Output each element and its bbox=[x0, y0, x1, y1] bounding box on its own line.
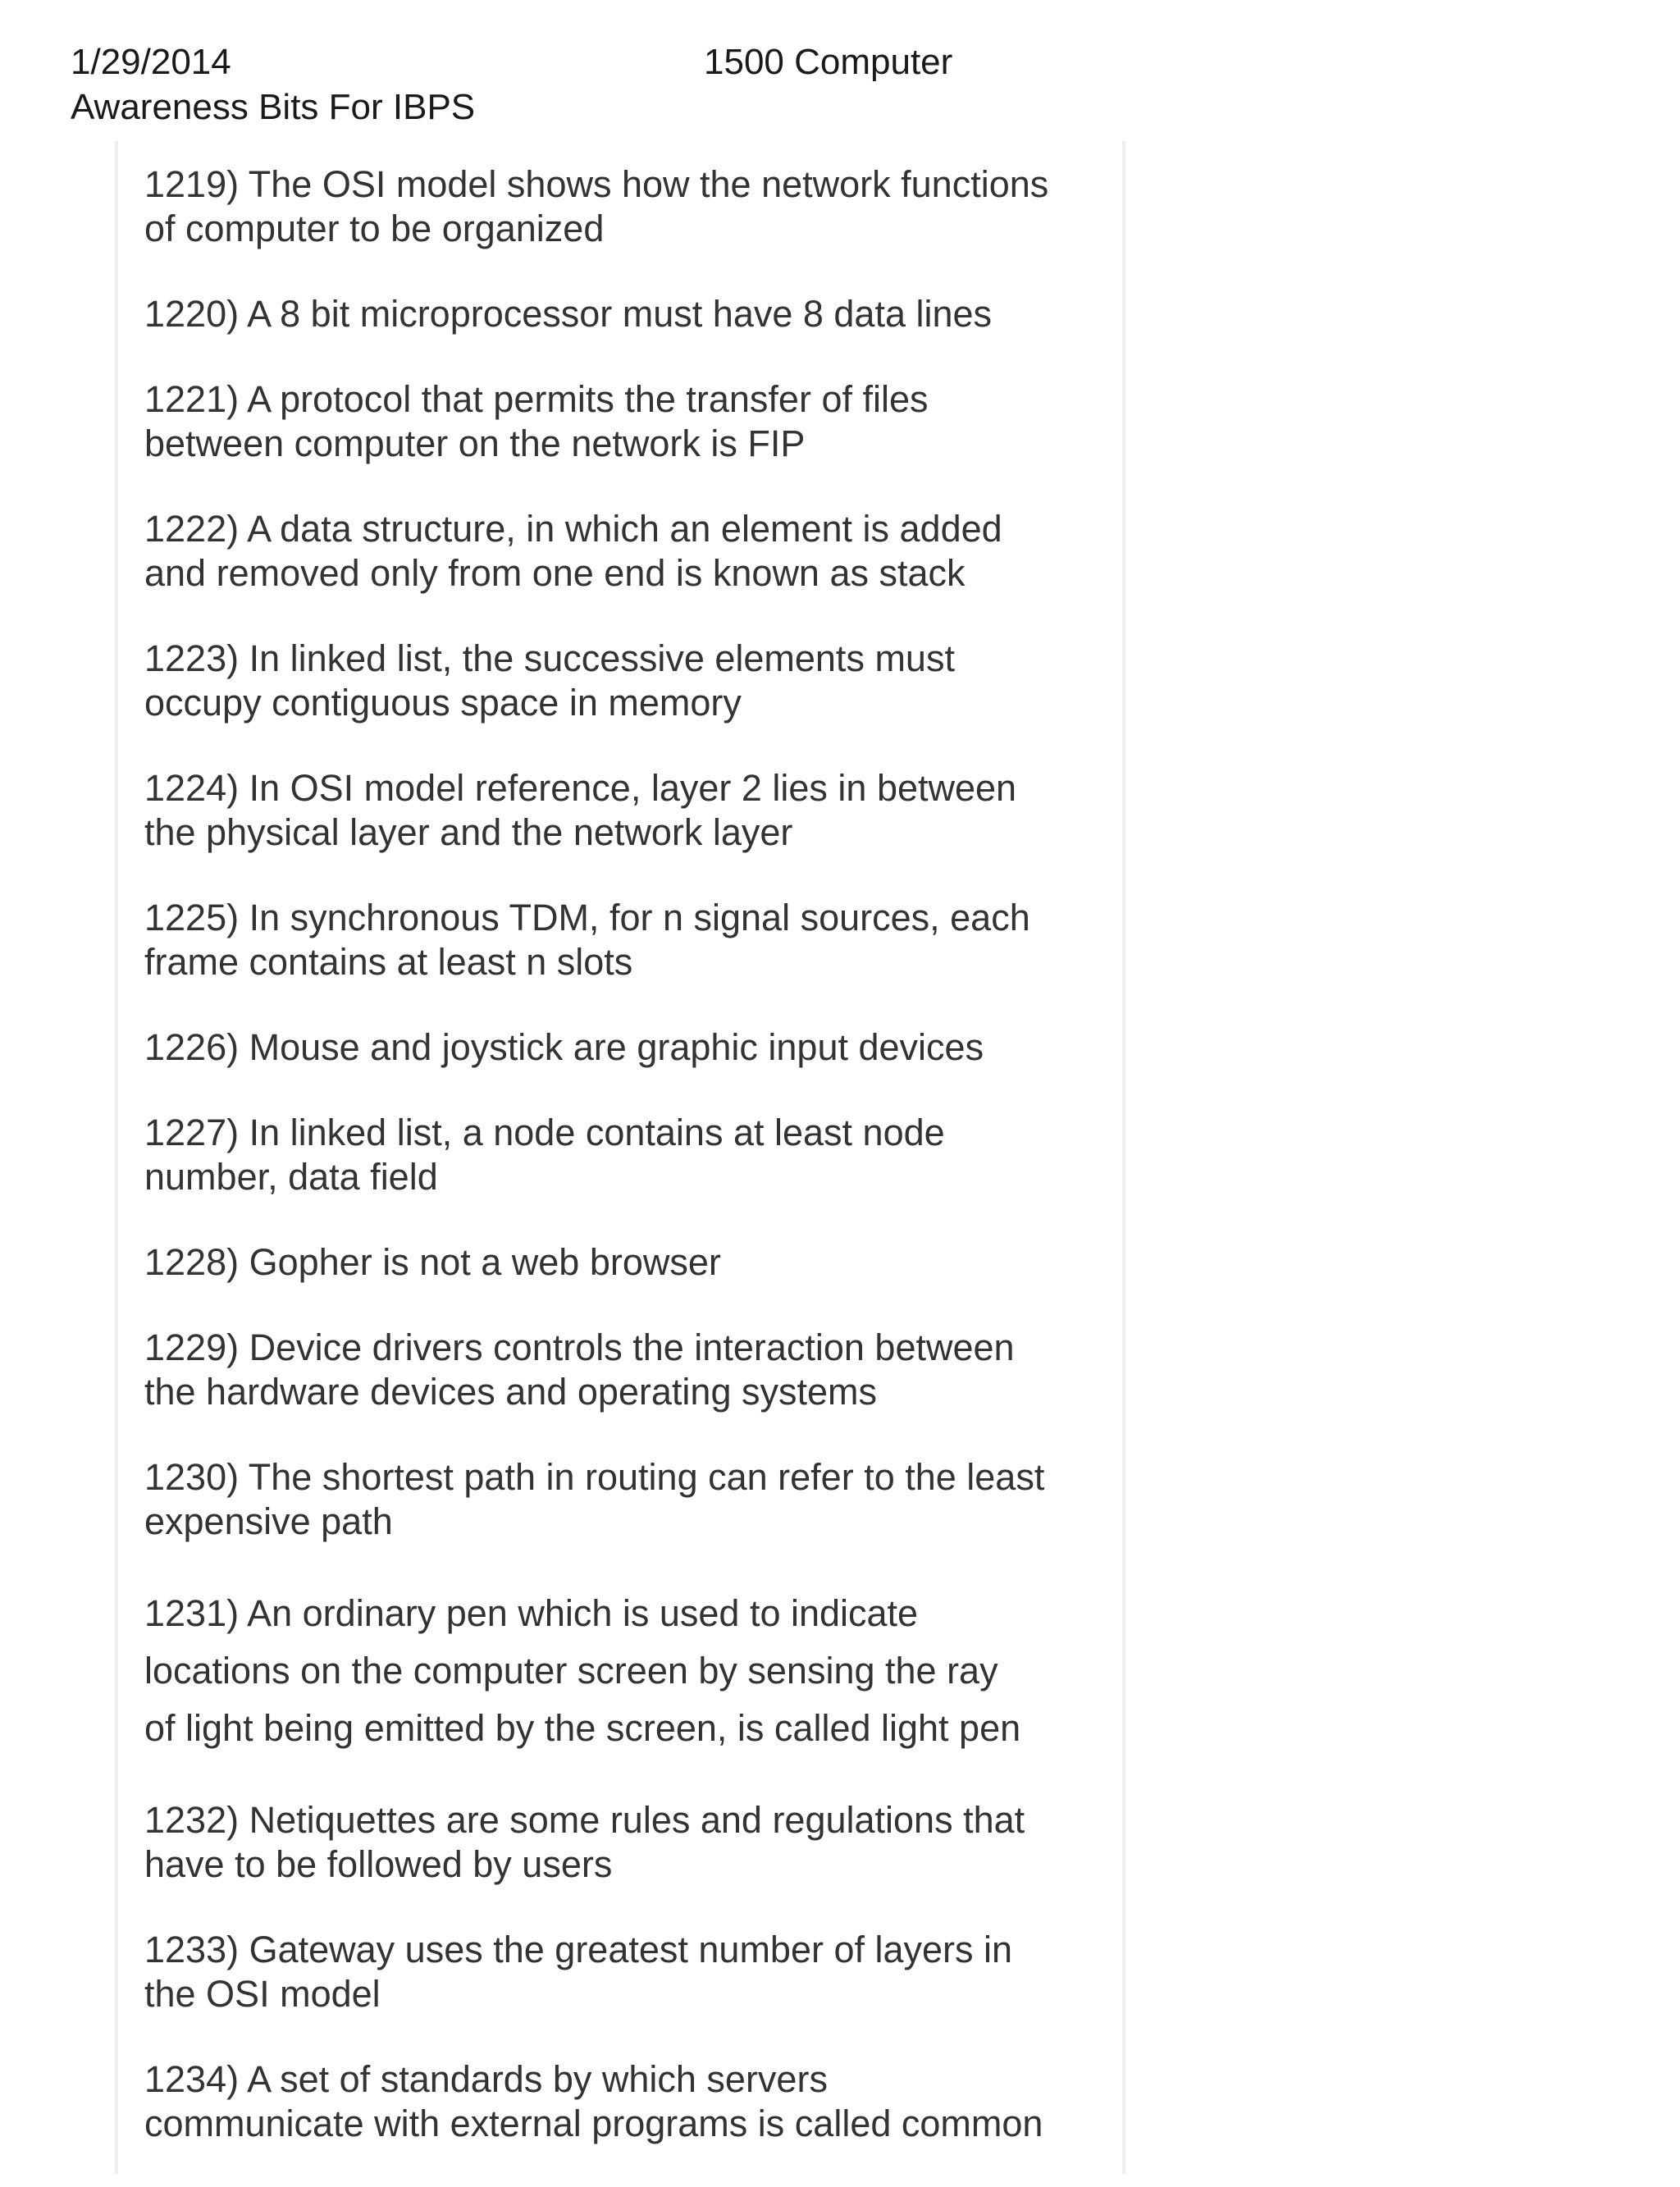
fact-line: 1227) In linked list, a node contains at least node bbox=[144, 1112, 945, 1153]
fact-line: have to be followed by users bbox=[144, 1843, 613, 1885]
fact-item bbox=[144, 766, 1112, 855]
fact-item bbox=[144, 637, 1112, 725]
fact-item bbox=[144, 1025, 1112, 1070]
fact-line: of light being emitted by the screen, is called light pen bbox=[144, 1707, 1021, 1749]
fact-line: and removed only from one end is known as stack bbox=[144, 552, 966, 594]
fact-line: 1220) A 8 bit microprocessor must have 8 data lines bbox=[144, 293, 993, 335]
fact-item bbox=[144, 292, 1112, 336]
fact-line: of computer to be organized bbox=[144, 208, 605, 249]
fact-line: locations on the computer screen by sensing the ray bbox=[144, 1650, 998, 1692]
fact-line: number, data field bbox=[144, 1156, 438, 1198]
fact-line: 1229) Device drivers controls the interaction between bbox=[144, 1326, 1015, 1368]
fact-list bbox=[144, 162, 1112, 2187]
fact-item bbox=[144, 1585, 1112, 1757]
header-date: 1/29/2014 bbox=[71, 42, 231, 82]
fact-item bbox=[144, 1111, 1112, 1199]
content-panel bbox=[115, 141, 1125, 2174]
fact-line: frame contains at least n slots bbox=[144, 941, 633, 983]
fact-item bbox=[144, 1240, 1112, 1285]
header-title-continued: Awareness Bits For IBPS bbox=[71, 87, 476, 127]
fact-line: 1224) In OSI model reference, layer 2 lies in between bbox=[144, 767, 1017, 809]
fact-item bbox=[144, 507, 1112, 596]
fact-line: 1228) Gopher is not a web browser bbox=[144, 1241, 721, 1283]
header-title: 1500 Computer bbox=[704, 42, 953, 82]
fact-line: 1232) Netiquettes are some rules and regulations that bbox=[144, 1799, 1025, 1841]
fact-line: expensive path bbox=[144, 1500, 393, 1542]
fact-item bbox=[144, 162, 1112, 251]
fact-item bbox=[144, 1455, 1112, 1544]
fact-line: occupy contiguous space in memory bbox=[144, 682, 742, 724]
fact-item bbox=[144, 1798, 1112, 1887]
fact-line: 1225) In synchronous TDM, for n signal sources, each bbox=[144, 897, 1030, 938]
fact-item bbox=[144, 1326, 1112, 1414]
fact-line: 1219) The OSI model shows how the network functions bbox=[144, 163, 1049, 205]
fact-item bbox=[144, 1928, 1112, 2016]
fact-line: the OSI model bbox=[144, 1973, 381, 2015]
fact-item bbox=[144, 896, 1112, 984]
page-header bbox=[71, 39, 1055, 138]
fact-line: 1222) A data structure, in which an element is added bbox=[144, 508, 1002, 550]
fact-line: 1234) A set of standards by which servers bbox=[144, 2058, 828, 2100]
fact-line: between computer on the network is FIP bbox=[144, 422, 806, 464]
fact-line: communicate with external programs is called common bbox=[144, 2103, 1043, 2144]
fact-line: 1226) Mouse and joystick are graphic input devices bbox=[144, 1026, 984, 1068]
fact-line: 1221) A protocol that permits the transfer of files bbox=[144, 378, 929, 420]
fact-line: 1233) Gateway uses the greatest number of layers in bbox=[144, 1929, 1013, 1970]
fact-line: the physical layer and the network layer bbox=[144, 811, 793, 853]
fact-line: the hardware devices and operating systems bbox=[144, 1371, 877, 1413]
fact-line: 1230) The shortest path in routing can refer to the least bbox=[144, 1456, 1045, 1498]
fact-item bbox=[144, 377, 1112, 466]
fact-item bbox=[144, 2057, 1112, 2146]
fact-line: 1223) In linked list, the successive elements must bbox=[144, 637, 955, 679]
fact-line: 1231) An ordinary pen which is used to indicate bbox=[144, 1592, 919, 1634]
